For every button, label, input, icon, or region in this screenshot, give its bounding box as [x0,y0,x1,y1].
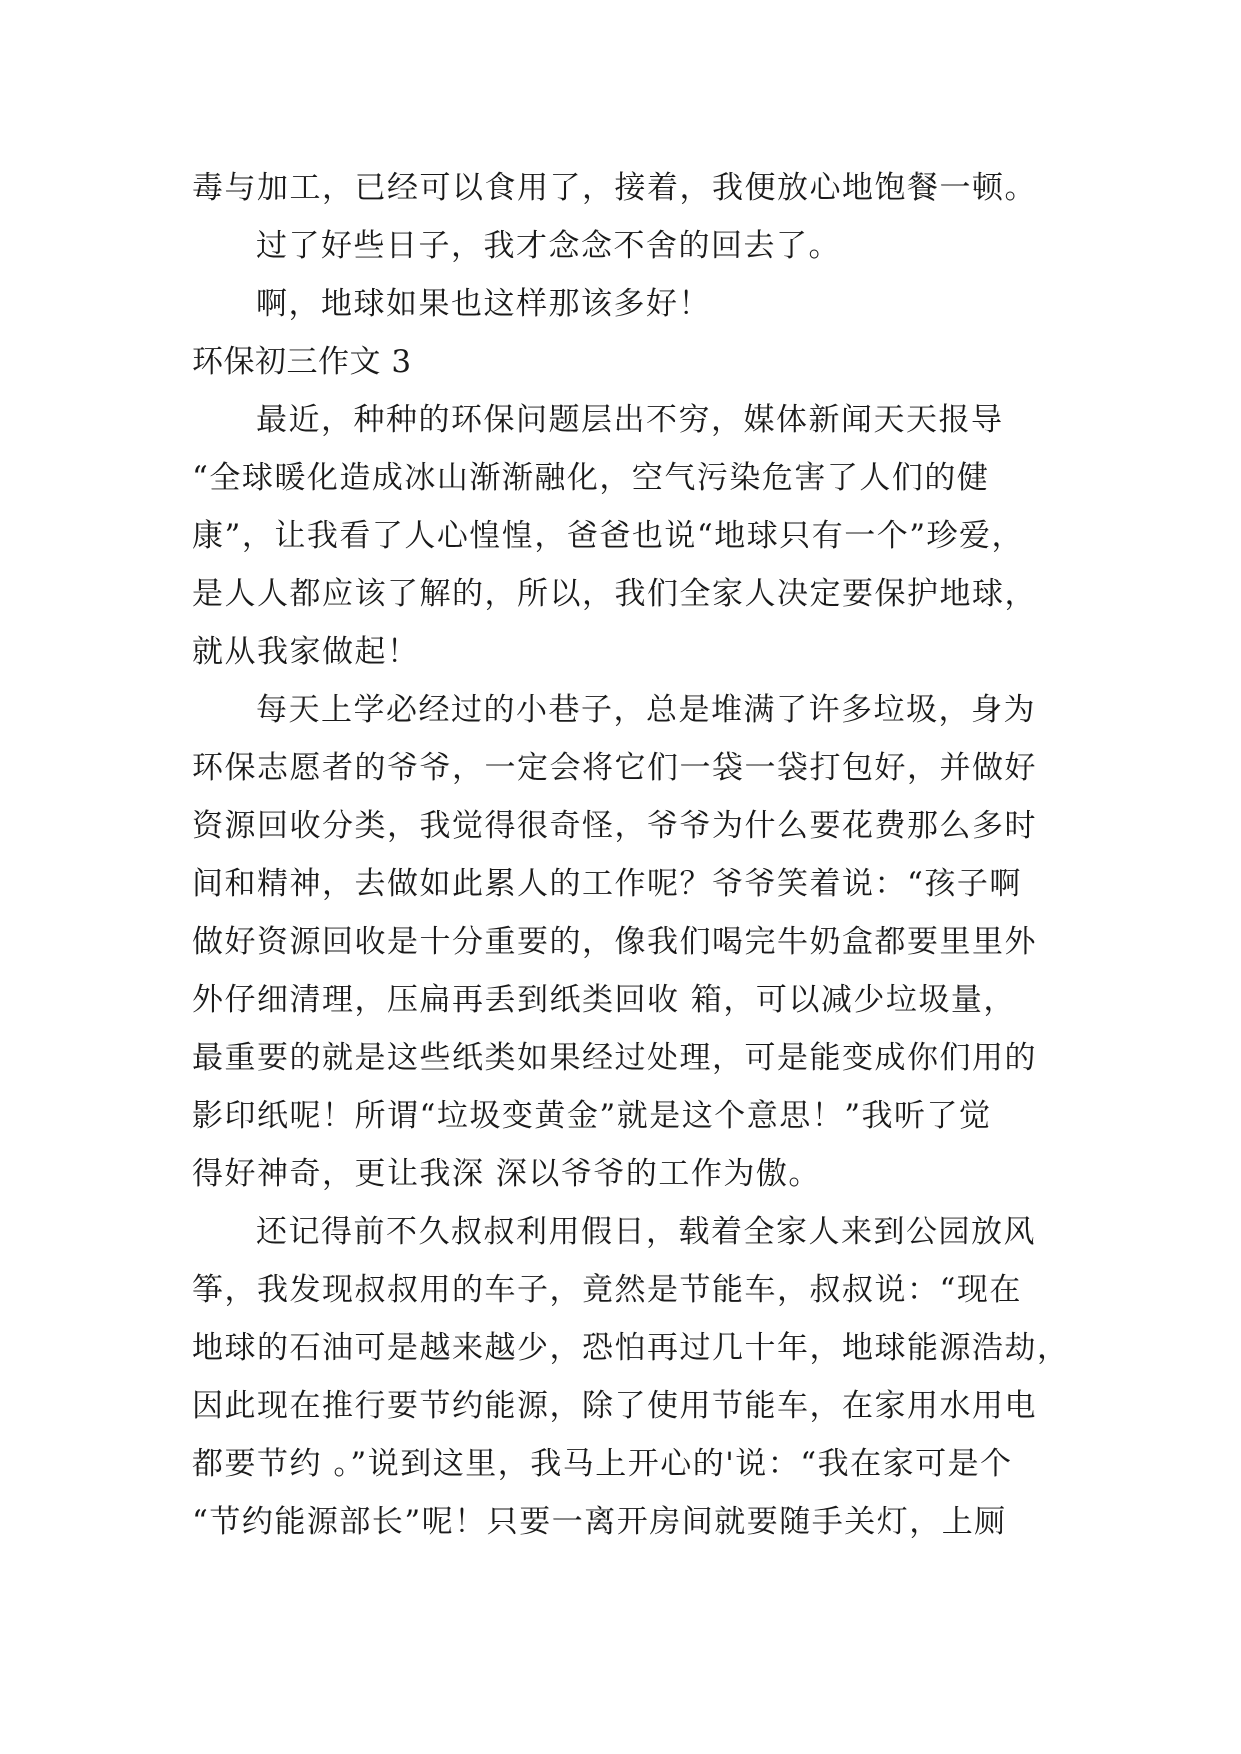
text-line: 环保志愿者的爷爷，一定会将它们一袋一袋打包好，并做好 [192,750,1037,786]
text-line: 毒与加工，已经可以食用了，接着，我便放心地饱餐一顿。 [192,170,1037,206]
paragraph-line: 最近，种种的环保问题层出不穷，媒体新闻天天报导 [256,402,1004,438]
text-line: 做好资源回收是十分重要的，像我们喝完牛奶盒都要里里外 [192,924,1037,960]
paragraph-line: 过了好些日子，我才念念不舍的回去了。 [256,228,841,264]
text-line: 因此现在推行要节约能源，除了使用节能车，在家用水用电 [192,1388,1037,1424]
text-line: “全球暖化造成冰山渐渐融化，空气污染危害了人们的健 [192,460,990,496]
paragraph-line: 还记得前不久叔叔利用假日，载着全家人来到公园放风 [256,1214,1036,1250]
text-line: 间和精神，去做如此累人的工作呢？爷爷笑着说：“孩子啊 [192,866,1022,902]
section-heading: 环保初三作文 3 [192,344,412,380]
text-line: 是人人都应该了解的，所以，我们全家人决定要保护地球， [192,576,1037,612]
text-line: 外仔细清理，压扁再丢到纸类回收 箱，可以减少垃圾量， [192,982,1016,1018]
paragraph-line: 啊，地球如果也这样那该多好！ [256,286,711,322]
text-line: 影印纸呢！所谓“垃圾变黄金”就是这个意思！”我听了觉 [192,1098,992,1134]
text-line: 筝，我发现叔叔用的车子，竟然是节能车，叔叔说：“现在 [192,1272,1022,1308]
text-line: “节约能源部长”呢！只要一离开房间就要随手关灯，上厕 [192,1504,1007,1540]
text-line: 最重要的就是这些纸类如果经过处理，可是能变成你们用的 [192,1040,1037,1076]
text-line: 就从我家做起！ [192,634,420,670]
text-line: 资源回收分类，我觉得很奇怪，爷爷为什么要花费那么多时 [192,808,1037,844]
text-line: 地球的石油可是越来越少，恐怕再过几十年，地球能源浩劫， [192,1330,1070,1366]
text-line: 康”，让我看了人心惶惶，爸爸也说“地球只有一个”珍爱， [192,518,1025,554]
paragraph-line: 每天上学必经过的小巷子，总是堆满了许多垃圾，身为 [256,692,1036,728]
text-line: 都要节约 。”说到这里，我马上开心的'说：“我在家可是个 [192,1446,1013,1482]
text-line: 得好神奇，更让我深 深以爷爷的工作为傲。 [192,1156,821,1192]
